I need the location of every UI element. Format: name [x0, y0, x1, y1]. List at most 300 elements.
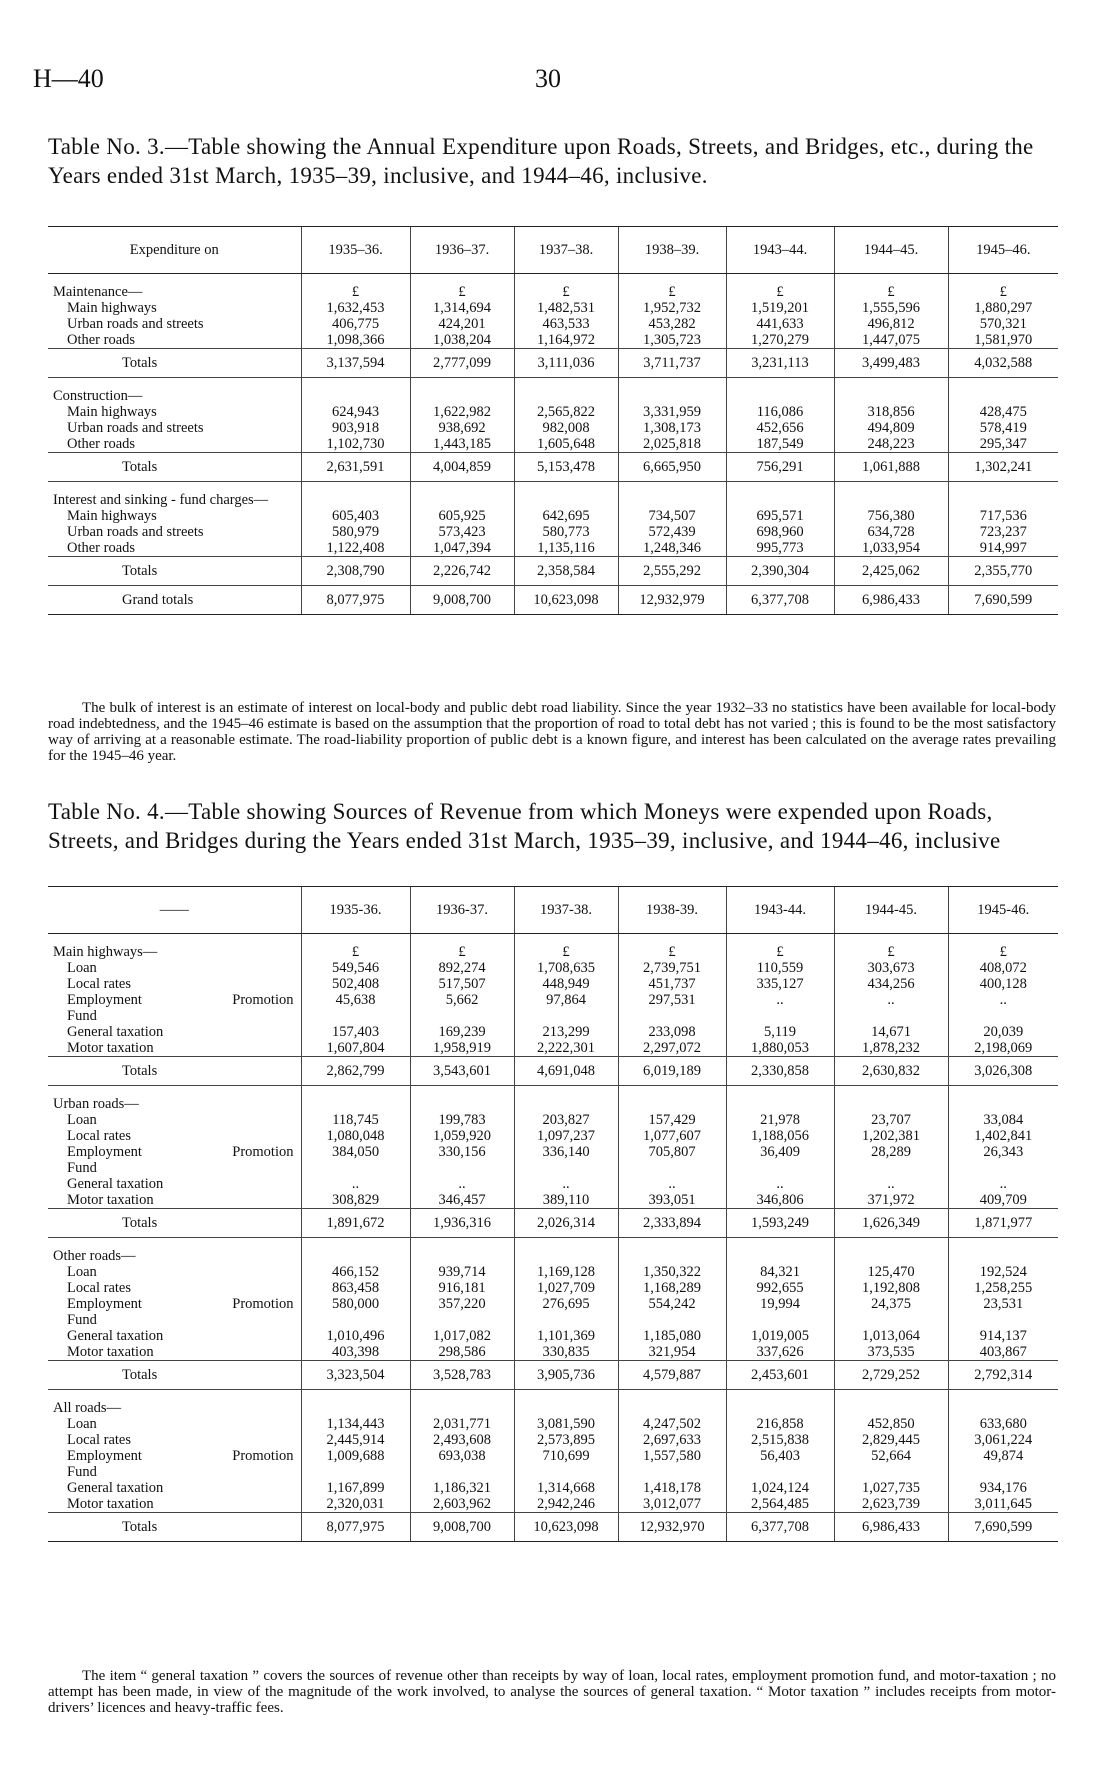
value-cell: ..	[301, 1176, 410, 1192]
value-cell: 28,289	[834, 1144, 948, 1176]
value-cell: 1,009,688	[301, 1448, 410, 1480]
row-label: Motor taxation	[67, 1344, 154, 1360]
row-label: General taxation	[67, 1176, 164, 1192]
unit-cell: £	[410, 934, 514, 961]
column-header: 1944-45.	[834, 887, 948, 934]
total-cell: 7,690,599	[948, 1513, 1058, 1542]
row-label-cell	[48, 1496, 301, 1513]
row-label-cell	[48, 1328, 301, 1344]
value-cell: 1,248,346	[618, 540, 726, 557]
total-cell: 4,032,588	[948, 349, 1058, 378]
empty-cell	[726, 1086, 834, 1113]
value-cell: 26,343	[948, 1144, 1058, 1176]
row-label-part: Promotion	[232, 1296, 294, 1312]
totals-row	[48, 1361, 1058, 1390]
totals-row	[48, 557, 1058, 586]
column-header: 1936–37.	[410, 227, 514, 274]
table-row	[48, 1264, 1058, 1280]
row-label: Motor taxation	[67, 1496, 154, 1512]
row-label: Other roads	[67, 332, 136, 348]
row-label-cell	[48, 420, 301, 436]
value-cell: 157,403	[301, 1024, 410, 1040]
total-cell: 3,528,783	[410, 1361, 514, 1390]
unit-cell: £	[618, 934, 726, 961]
value-cell: 118,745	[301, 1112, 410, 1128]
value-cell: 992,655	[726, 1280, 834, 1296]
value-cell: 517,507	[410, 976, 514, 992]
row-label-part: Fund	[67, 1008, 97, 1024]
value-cell: 863,458	[301, 1280, 410, 1296]
total-cell: 1,626,349	[834, 1209, 948, 1238]
value-cell: 5,119	[726, 1024, 834, 1040]
row-label-cell	[48, 1264, 301, 1280]
group-header-row	[48, 274, 1058, 301]
column-header: 1935–36.	[301, 227, 410, 274]
value-cell: 84,321	[726, 1264, 834, 1280]
value-cell: 892,274	[410, 960, 514, 976]
total-cell: 1,302,241	[948, 453, 1058, 482]
total-cell: 756,291	[726, 453, 834, 482]
row-label: Local rates	[67, 976, 132, 992]
column-header: 1937-38.	[514, 887, 618, 934]
value-cell: 4,247,502	[618, 1416, 726, 1432]
total-cell: 3,499,483	[834, 349, 948, 378]
value-cell: 346,806	[726, 1192, 834, 1209]
table3-caption: Table No. 3.—Table showing the Annual Expenditure upon Roads, Streets, and Bridges, etc., during the Years ended 31st March, 1935–39, inclusive, and 1944–46, inclusive.	[48, 134, 1034, 188]
row-label: Loan	[67, 1416, 97, 1432]
value-cell: 642,695	[514, 508, 618, 524]
unit-cell: £	[834, 934, 948, 961]
value-cell: 1,708,635	[514, 960, 618, 976]
value-cell: 572,439	[618, 524, 726, 540]
table4	[48, 886, 1058, 1542]
value-cell: 1,019,005	[726, 1328, 834, 1344]
table-row	[48, 960, 1058, 976]
value-cell: 580,773	[514, 524, 618, 540]
value-cell: 400,128	[948, 976, 1058, 992]
row-label-cell	[48, 976, 301, 992]
column-header: 1938-39.	[618, 887, 726, 934]
totals-label: Totals	[48, 349, 301, 378]
value-cell: 318,856	[834, 404, 948, 420]
group-header-row	[48, 1086, 1058, 1113]
value-cell: 2,829,445	[834, 1432, 948, 1448]
value-cell: 578,419	[948, 420, 1058, 436]
total-cell: 6,665,950	[618, 453, 726, 482]
value-cell: 1,878,232	[834, 1040, 948, 1057]
totals-label: Totals	[48, 1361, 301, 1390]
empty-cell	[410, 1390, 514, 1417]
value-cell: 330,156	[410, 1144, 514, 1176]
value-cell: 110,559	[726, 960, 834, 976]
empty-cell	[618, 1238, 726, 1265]
total-cell: 2,425,062	[834, 557, 948, 586]
row-label: Loan	[67, 960, 97, 976]
row-label-part: Employment	[67, 1448, 142, 1464]
value-cell: 406,775	[301, 316, 410, 332]
value-cell: 335,127	[726, 976, 834, 992]
table3	[48, 226, 1058, 615]
value-cell: ..	[410, 1176, 514, 1192]
column-header: 1935-36.	[301, 887, 410, 934]
value-cell: 1,880,297	[948, 300, 1058, 316]
empty-cell	[301, 482, 410, 509]
value-cell: 321,954	[618, 1344, 726, 1361]
table-row	[48, 404, 1058, 420]
row-label-cell	[48, 540, 301, 557]
value-cell: 1,167,899	[301, 1480, 410, 1496]
value-cell: 1,305,723	[618, 332, 726, 349]
value-cell: 903,918	[301, 420, 410, 436]
row-label: Urban roads and streets	[67, 524, 204, 540]
empty-cell	[834, 378, 948, 405]
total-cell: 9,008,700	[410, 1513, 514, 1542]
value-cell: 393,051	[618, 1192, 726, 1209]
group-title: Construction—	[48, 378, 301, 405]
row-label-part: Employment	[67, 1144, 142, 1160]
row-label: Urban roads and streets	[67, 316, 204, 332]
value-cell: 633,680	[948, 1416, 1058, 1432]
page-number: 30	[535, 64, 561, 93]
grand-total-cell: 12,932,979	[618, 586, 726, 615]
column-header: 1944–45.	[834, 227, 948, 274]
total-cell: 2,333,894	[618, 1209, 726, 1238]
value-cell: 52,664	[834, 1448, 948, 1480]
value-cell: 1,102,730	[301, 436, 410, 453]
value-cell: 1,164,972	[514, 332, 618, 349]
value-cell: 1,258,255	[948, 1280, 1058, 1296]
empty-cell	[948, 1390, 1058, 1417]
page-identifier: H—40	[33, 64, 104, 93]
value-cell: 1,607,804	[301, 1040, 410, 1057]
value-cell: 1,059,920	[410, 1128, 514, 1144]
value-cell: 573,423	[410, 524, 514, 540]
column-header: 1943-44.	[726, 887, 834, 934]
table-row	[48, 1328, 1058, 1344]
table-row	[48, 316, 1058, 332]
value-cell: 1,134,443	[301, 1416, 410, 1432]
value-cell: 2,739,751	[618, 960, 726, 976]
empty-cell	[726, 1390, 834, 1417]
empty-cell	[301, 378, 410, 405]
value-cell: 463,533	[514, 316, 618, 332]
value-cell: 424,201	[410, 316, 514, 332]
value-cell: 1,270,279	[726, 332, 834, 349]
group-header-row	[48, 1390, 1058, 1417]
total-cell: 3,026,308	[948, 1057, 1058, 1086]
total-cell: 2,792,314	[948, 1361, 1058, 1390]
row-label-part: Fund	[67, 1160, 97, 1176]
value-cell: 169,239	[410, 1024, 514, 1040]
row-label-part: Promotion	[232, 1448, 294, 1464]
value-cell: 1,186,321	[410, 1480, 514, 1496]
value-cell: 1,632,453	[301, 300, 410, 316]
value-cell: 1,192,808	[834, 1280, 948, 1296]
row-label	[53, 992, 296, 1008]
table-row	[48, 540, 1058, 557]
row-label-cell	[48, 1344, 301, 1361]
total-cell: 6,019,189	[618, 1057, 726, 1086]
value-cell: 1,314,668	[514, 1480, 618, 1496]
empty-cell	[410, 1086, 514, 1113]
totals-label: Totals	[48, 1057, 301, 1086]
value-cell: 187,549	[726, 436, 834, 453]
value-cell: 21,978	[726, 1112, 834, 1128]
total-cell: 3,323,504	[301, 1361, 410, 1390]
row-label-cell	[48, 1192, 301, 1209]
value-cell: 1,122,408	[301, 540, 410, 557]
value-cell: 605,925	[410, 508, 514, 524]
value-cell: 1,952,732	[618, 300, 726, 316]
total-cell: 4,691,048	[514, 1057, 618, 1086]
row-label-cell	[48, 1112, 301, 1128]
value-cell: 1,097,237	[514, 1128, 618, 1144]
value-cell: 2,031,771	[410, 1416, 514, 1432]
unit-cell: £	[948, 274, 1058, 301]
value-cell: 1,418,178	[618, 1480, 726, 1496]
empty-cell	[618, 378, 726, 405]
row-label-cell	[48, 316, 301, 332]
value-cell: 1,168,289	[618, 1280, 726, 1296]
value-cell: 409,709	[948, 1192, 1058, 1209]
value-cell: 157,429	[618, 1112, 726, 1128]
value-cell: 1,017,082	[410, 1328, 514, 1344]
row-label: Loan	[67, 1112, 97, 1128]
row-label: Local rates	[67, 1432, 132, 1448]
total-cell: 2,631,591	[301, 453, 410, 482]
total-cell: 2,630,832	[834, 1057, 948, 1086]
value-cell: 496,812	[834, 316, 948, 332]
value-cell: 24,375	[834, 1296, 948, 1328]
value-cell: 428,475	[948, 404, 1058, 420]
row-label	[53, 1296, 296, 1312]
value-cell: 2,025,818	[618, 436, 726, 453]
value-cell: 23,531	[948, 1296, 1058, 1328]
value-cell: 371,972	[834, 1192, 948, 1209]
total-cell: 4,004,859	[410, 453, 514, 482]
value-cell: 357,220	[410, 1296, 514, 1328]
value-cell: 448,949	[514, 976, 618, 992]
unit-cell: £	[514, 274, 618, 301]
total-cell: 3,231,113	[726, 349, 834, 378]
table-row	[48, 1344, 1058, 1361]
empty-cell	[834, 1086, 948, 1113]
total-cell: 2,026,314	[514, 1209, 618, 1238]
value-cell: 23,707	[834, 1112, 948, 1128]
value-cell: 216,858	[726, 1416, 834, 1432]
value-cell: 695,571	[726, 508, 834, 524]
table4-note: The item “ general taxation ” covers the sources of revenue other than receipts by way of loan, local rates, employment promotion fund, and motor-taxation ; no attempt has been made, in view of the magnitude of the work involved, to analyse the sources of general taxation. “ Motor taxation ” includes receipts from motor-drivers’ licences and heavy-traffic fees.	[48, 1668, 1056, 1716]
table-row	[48, 1192, 1058, 1209]
value-cell: 303,673	[834, 960, 948, 976]
value-cell: 1,080,048	[301, 1128, 410, 1144]
row-label-cell	[48, 1128, 301, 1144]
value-cell: ..	[834, 1176, 948, 1192]
empty-cell	[618, 1086, 726, 1113]
row-label: Local rates	[67, 1280, 132, 1296]
value-cell: 2,573,895	[514, 1432, 618, 1448]
value-cell: 698,960	[726, 524, 834, 540]
value-cell: 213,299	[514, 1024, 618, 1040]
group-title: Maintenance—	[53, 284, 143, 300]
unit-cell: £	[726, 274, 834, 301]
row-label-part: Promotion	[232, 992, 294, 1008]
table-row	[48, 1280, 1058, 1296]
totals-label: Totals	[48, 1513, 301, 1542]
value-cell: 14,671	[834, 1024, 948, 1040]
row-label: General taxation	[67, 1328, 164, 1344]
value-cell: 116,086	[726, 404, 834, 420]
value-cell: 916,181	[410, 1280, 514, 1296]
value-cell: 434,256	[834, 976, 948, 992]
unit-cell: £	[618, 274, 726, 301]
value-cell: 97,864	[514, 992, 618, 1024]
column-header: Expenditure on	[48, 227, 301, 274]
value-cell: 3,331,959	[618, 404, 726, 420]
total-cell: 2,453,601	[726, 1361, 834, 1390]
value-cell: 1,188,056	[726, 1128, 834, 1144]
empty-cell	[301, 1390, 410, 1417]
totals-row	[48, 1513, 1058, 1542]
value-cell: 452,656	[726, 420, 834, 436]
value-cell: 336,140	[514, 1144, 618, 1176]
value-cell: 938,692	[410, 420, 514, 436]
value-cell: 1,202,381	[834, 1128, 948, 1144]
grand-total-cell: 6,377,708	[726, 586, 834, 615]
table4-caption: Table No. 4.—Table showing Sources of Revenue from which Moneys were expended upon Roads, Streets, and Bridges during the Years ended 31st March, 1935–39, inclusive, and 1944–46, inclusive	[48, 799, 1001, 853]
total-cell: 1,891,672	[301, 1209, 410, 1238]
table-row	[48, 1480, 1058, 1496]
unit-cell: £	[301, 934, 410, 961]
total-cell: 3,137,594	[301, 349, 410, 378]
empty-cell	[514, 1390, 618, 1417]
total-cell: 8,077,975	[301, 1513, 410, 1542]
totals-label: Totals	[48, 557, 301, 586]
column-header: 1945–46.	[948, 227, 1058, 274]
row-label-cell	[48, 300, 301, 316]
empty-cell	[618, 482, 726, 509]
total-cell: 12,932,970	[618, 1513, 726, 1542]
value-cell: 408,072	[948, 960, 1058, 976]
value-cell: 1,443,185	[410, 436, 514, 453]
totals-row	[48, 1209, 1058, 1238]
row-label: Local rates	[67, 1128, 132, 1144]
value-cell: 624,943	[301, 404, 410, 420]
value-cell: 554,242	[618, 1296, 726, 1328]
total-cell: 1,061,888	[834, 453, 948, 482]
empty-cell	[514, 1086, 618, 1113]
empty-cell	[726, 482, 834, 509]
empty-cell	[410, 378, 514, 405]
row-label-cell	[48, 332, 301, 349]
table-row	[48, 1128, 1058, 1144]
value-cell: 56,403	[726, 1448, 834, 1480]
total-cell: 5,153,478	[514, 453, 618, 482]
value-cell: 1,350,322	[618, 1264, 726, 1280]
value-cell: 1,185,080	[618, 1328, 726, 1344]
total-cell: 10,623,098	[514, 1513, 618, 1542]
empty-cell	[726, 1238, 834, 1265]
group-title: Urban roads—	[48, 1086, 301, 1113]
row-label-cell	[48, 1296, 301, 1328]
totals-label: Totals	[48, 1209, 301, 1238]
value-cell: 1,024,124	[726, 1480, 834, 1496]
table-row	[48, 300, 1058, 316]
total-cell: 1,871,977	[948, 1209, 1058, 1238]
total-cell: 2,862,799	[301, 1057, 410, 1086]
value-cell: 2,603,962	[410, 1496, 514, 1513]
value-cell: 717,536	[948, 508, 1058, 524]
row-label: Main highways	[67, 404, 157, 420]
value-cell: 199,783	[410, 1112, 514, 1128]
value-cell: 384,050	[301, 1144, 410, 1176]
row-label-cell	[48, 1280, 301, 1296]
total-cell: 2,355,770	[948, 557, 1058, 586]
value-cell: 693,038	[410, 1448, 514, 1480]
value-cell: 1,013,064	[834, 1328, 948, 1344]
value-cell: 934,176	[948, 1480, 1058, 1496]
value-cell: 19,994	[726, 1296, 834, 1328]
value-cell: 49,874	[948, 1448, 1058, 1480]
value-cell: 580,000	[301, 1296, 410, 1328]
grand-totals-label: Grand totals	[48, 586, 301, 615]
value-cell: 1,605,648	[514, 436, 618, 453]
row-label: Other roads	[67, 540, 136, 556]
unit-cell: £	[834, 274, 948, 301]
empty-cell	[410, 1238, 514, 1265]
value-cell: 1,314,694	[410, 300, 514, 316]
value-cell: 466,152	[301, 1264, 410, 1280]
value-cell: 494,809	[834, 420, 948, 436]
value-cell: 337,626	[726, 1344, 834, 1361]
value-cell: 1,047,394	[410, 540, 514, 557]
grand-total-cell: 9,008,700	[410, 586, 514, 615]
value-cell: 1,010,496	[301, 1328, 410, 1344]
grand-total-cell: 6,986,433	[834, 586, 948, 615]
row-label-cell	[48, 1480, 301, 1496]
group-header-row	[48, 482, 1058, 509]
total-cell: 2,226,742	[410, 557, 514, 586]
value-cell: 441,633	[726, 316, 834, 332]
row-label-cell	[48, 524, 301, 540]
table-row	[48, 992, 1058, 1024]
empty-cell	[410, 482, 514, 509]
value-cell: 2,297,072	[618, 1040, 726, 1057]
grand-total-cell: 10,623,098	[514, 586, 618, 615]
row-label-part: Promotion	[232, 1144, 294, 1160]
grand-totals-row	[48, 586, 1058, 615]
total-cell: 2,390,304	[726, 557, 834, 586]
column-header: 1936-37.	[410, 887, 514, 934]
value-cell: 233,098	[618, 1024, 726, 1040]
empty-cell	[834, 1390, 948, 1417]
group-title: Main highways—	[53, 944, 158, 960]
value-cell: 276,695	[514, 1296, 618, 1328]
table-row	[48, 1432, 1058, 1448]
column-header: ——	[48, 887, 301, 934]
value-cell: 1,308,173	[618, 420, 726, 436]
unit-cell: £	[948, 934, 1058, 961]
value-cell: 723,237	[948, 524, 1058, 540]
row-label-cell	[48, 1448, 301, 1480]
empty-cell	[301, 1086, 410, 1113]
value-cell: ..	[726, 992, 834, 1024]
group-title: Interest and sinking - fund charges—	[48, 482, 301, 509]
column-header: 1945-46.	[948, 887, 1058, 934]
value-cell: 914,997	[948, 540, 1058, 557]
row-label-cell	[48, 1416, 301, 1432]
value-cell: 549,546	[301, 960, 410, 976]
